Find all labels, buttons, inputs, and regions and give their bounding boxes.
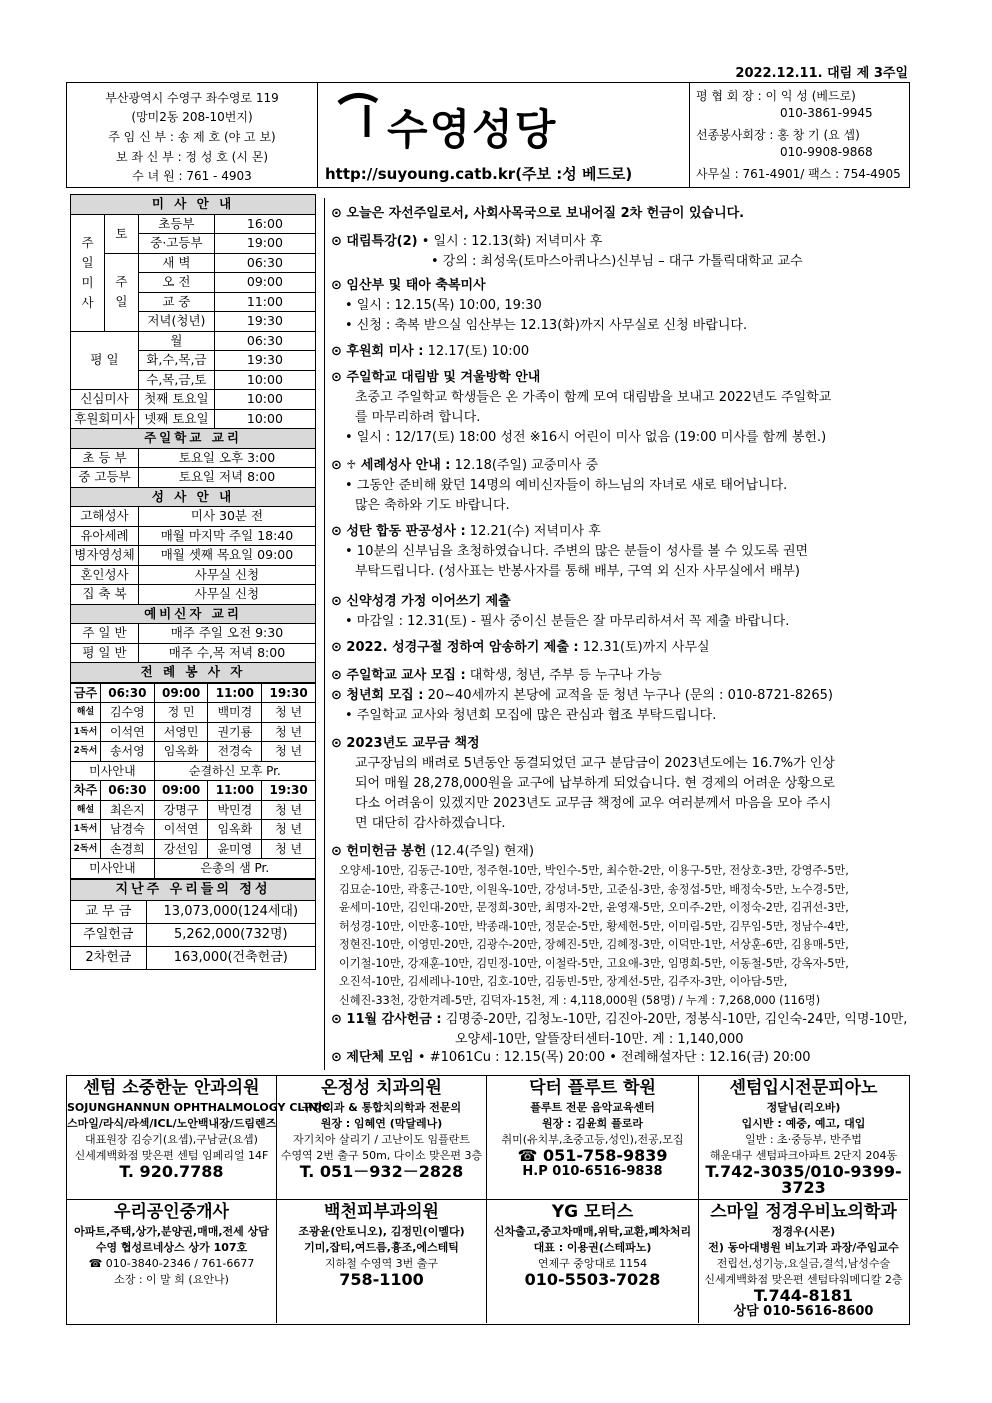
offering-label: 교 무 금	[71, 900, 147, 923]
notice-title: ⊙ 11월 감사헌금 :	[331, 1012, 442, 1027]
sacrament-time: 미사 30분 전	[138, 507, 315, 527]
notice-heading	[325, 1010, 909, 1030]
notice-line: 정현진-10만, 이영민-20만, 김광수-20만, 장혜진-5만, 김혜정-3만, 이덕만-1만, 서상훈-6만, 김용매-5만,	[339, 938, 849, 951]
offering-label: 2차헌금	[71, 946, 147, 969]
class-time: 토요일 오후 3:00	[138, 448, 315, 468]
guide-label: 미사안내	[71, 761, 155, 781]
notice-item	[325, 842, 909, 1010]
notice-heading	[325, 842, 909, 862]
notice-line: • 10분의 신부님을 초청하였습니다. 주변의 많은 분들이 성사를 볼 수 있도록 권면	[345, 544, 809, 559]
website-link[interactable]: http://suyoung.catb.kr(주보 :성 베드로)	[325, 165, 633, 183]
notice-line: 신혜진-33천, 강한겨레-5만, 김덕자-15천, 계 : 4,118,000원 (58명) / 누계 : 7,268,000 (116명)	[339, 993, 821, 1007]
time-col: 09:00	[154, 683, 208, 703]
notice-title: ⊙ 임산부 및 태아 축복미사	[331, 278, 486, 293]
ad-line: 정달님(리오바)	[766, 1101, 841, 1114]
offering-table	[70, 879, 316, 970]
mass-name: 중·고등부	[138, 234, 214, 254]
ad-line: 일반 : 초·중등부, 반주법	[745, 1133, 862, 1146]
notice-item	[325, 456, 909, 516]
mass-time: 19:30	[214, 312, 315, 332]
notice-title: ⊙ 주일학교 교사 모집 :	[331, 668, 466, 683]
mass-time: 19:30	[214, 351, 315, 371]
sacrament-name: 집 축 복	[71, 585, 139, 605]
time-col: 06:30	[100, 781, 154, 801]
class-name: 초 등 부	[71, 448, 139, 468]
sacrament-time: 매월 마지막 주일 18:40	[138, 526, 315, 546]
notice-heading	[325, 592, 909, 612]
server: 남경숙	[100, 820, 154, 840]
notice-title: ⊙ 성탄 합동 판공성사 :	[331, 524, 466, 539]
notice-item	[325, 232, 909, 272]
assistant-line: 보 좌 신 부 : 정 성 호 (시 몬)	[115, 150, 269, 164]
ad-line: 전립선,성기능,요실금,결석,남성수술	[716, 1257, 891, 1270]
week-label: 차주	[71, 781, 101, 801]
time-col: 11:00	[208, 683, 262, 703]
server: 송서영	[100, 742, 154, 762]
notice-line: 면 대단히 감사하겠습니다.	[355, 816, 506, 831]
bulletin-date: 2022.12.11. 대림 제 3주일	[735, 66, 908, 81]
ad-line: 원장 : 김윤희 플로라	[542, 1117, 643, 1130]
ad-phone: T.744-8181	[753, 1286, 854, 1305]
notice-line: 많은 축하와 기도 바랍니다.	[355, 498, 510, 513]
mass-time: 10:00	[214, 370, 315, 390]
notice-heading	[325, 686, 909, 706]
offering-amount: 5,262,000(732명)	[146, 923, 315, 946]
time-col: 11:00	[208, 781, 262, 801]
role: 1독서	[71, 820, 101, 840]
role: 2독서	[71, 742, 101, 762]
ad-line: 정경우(시몬)	[771, 1225, 836, 1238]
mass-name: 교 중	[138, 292, 214, 312]
info-table	[70, 194, 316, 683]
notice-heading	[325, 666, 909, 686]
server: 임옥화	[154, 742, 208, 762]
notice-line: 오진석-10만, 김세레나-10만, 김호-10만, 김동빈-5만, 장계선-5만, 김주자-3만, 이아담-5만,	[339, 975, 788, 988]
notice-title: ⊙ 헌미헌금 봉헌	[331, 844, 427, 859]
time-col: 09:00	[154, 781, 208, 801]
sacrament-name: 고해성사	[71, 507, 139, 527]
ad-line: 스마일/라식/라섹/ICL/노안백내장/드림렌즈	[67, 1117, 277, 1130]
sacrament-time: 사무실 신청	[138, 565, 315, 585]
week-label: 금주	[71, 683, 101, 703]
notice-inline: 12.18(주일) 교중미사 중	[450, 458, 599, 473]
server: 청 년	[262, 703, 316, 723]
mass-name: 초등부	[138, 214, 214, 234]
notice-title: ⊙ 제단체 모임	[331, 1050, 414, 1065]
ad-line: 지하철 수영역 3번 출구	[324, 1257, 439, 1270]
server: 백미경	[208, 703, 262, 723]
sacrament-time: 사무실 신청	[138, 585, 315, 605]
notice-heading	[325, 204, 909, 224]
mass-time: 06:30	[214, 253, 315, 273]
ad-phone-secondary: 상담 010-5616-8600	[733, 1304, 874, 1319]
notice-item	[325, 1048, 909, 1068]
ads-area	[66, 1075, 910, 1325]
server: 이석연	[100, 722, 154, 742]
notice-title: ⊙ 청년회 모집 :	[331, 688, 424, 703]
role: 2독서	[71, 839, 101, 859]
mass-name: 화,수,목,금	[138, 351, 214, 371]
ad-title: 센텀 소중한눈 안과의원	[83, 1078, 260, 1098]
server: 청 년	[262, 839, 316, 859]
ad-line: 신차출고,중고차매매,위탁,교환,폐차처리	[493, 1225, 692, 1238]
notice-inline: 12.17(토) 10:00	[423, 344, 530, 359]
ad-line: 수영역 2번 출구 50m, 다이소 맞은편 3층	[280, 1149, 483, 1162]
notice-line: 부탁드립니다. (성사표는 반봉사자를 통해 배부, 구역 외 신자 사무실에서 배부)	[355, 564, 800, 579]
notice-item	[325, 342, 909, 362]
notice-line: • 강의 : 최성욱(토마스아퀴나스)신부님 – 대구 가톨릭대학교 교수	[431, 254, 803, 269]
ad-line: 대표원장 김승기(요셉),구남균(요셉)	[85, 1133, 258, 1146]
ad-line: 신세계백화점 맞은편 센텀타워메디칼 2층	[704, 1273, 903, 1286]
notice-inline: 대학생, 청년, 주부 등 누구나 가능	[465, 668, 662, 683]
notice-inline: • 일시 : 12.13(화) 저녁미사 후	[417, 234, 603, 249]
ad-line: 소장 : 이 말 희 (요안나)	[114, 1273, 229, 1286]
notice-heading	[325, 342, 909, 362]
notice-heading	[325, 276, 909, 296]
sacrament-time: 매월 셋째 목요일 09:00	[138, 546, 315, 566]
ad-line: 신세계백화점 맞은편 센텀 임페리얼 14F	[74, 1149, 269, 1162]
notice-item	[325, 686, 909, 726]
time-col: 19:30	[262, 781, 316, 801]
saturday-label: 토	[104, 214, 138, 253]
council-phone: 010-3861-9945	[780, 106, 873, 120]
office-phone: 사무실 : 761-4901/ 팩스 : 754-4905	[696, 167, 901, 181]
notices	[324, 198, 909, 1070]
funeral-phone: 010-9908-9868	[780, 145, 873, 159]
ad-line: 조광윤(안토니오), 김정민(이멜다)	[298, 1225, 465, 1238]
ad-box	[699, 1076, 908, 1200]
sunday-label: 주 일	[104, 253, 138, 331]
mass-day: 첫째 토요일	[138, 390, 214, 410]
role: 해설	[71, 703, 101, 723]
left-column	[70, 194, 316, 970]
notice-title: ⊙ 2022. 성경구절 정하여 암송하기 제출 :	[331, 640, 579, 655]
sacrament-name: 혼인성사	[71, 565, 139, 585]
ad-phone: 758-1100	[339, 1270, 424, 1289]
guide-label: 미사안내	[71, 859, 155, 879]
class-name: 주 일 반	[71, 624, 139, 644]
ad-line: 구강외과 & 통합치의학과 전문의	[301, 1101, 462, 1114]
mass-time: 06:30	[214, 331, 315, 351]
mass-time: 11:00	[214, 292, 315, 312]
church-name: 수영성당	[387, 105, 558, 154]
class-time: 매주 수,목 저녁 8:00	[138, 643, 315, 663]
ad-line: 수영 협성르네상스 상가 107호	[95, 1241, 248, 1254]
ad-box	[487, 1076, 699, 1200]
notice-title: ⊙ 신약성경 가정 이어쓰기 제출	[331, 594, 511, 609]
notice-item	[325, 368, 909, 448]
notice-title: ⊙ 주일학교 대림밤 및 겨울방학 안내	[331, 370, 541, 385]
ad-box	[699, 1200, 908, 1323]
sunday-mass-label: 주 일 미 사	[71, 214, 105, 331]
server: 정 민	[154, 703, 208, 723]
server: 손경희	[100, 839, 154, 859]
notice-heading	[325, 1048, 909, 1068]
server: 서영민	[154, 722, 208, 742]
notice-title: ⊙ 오늘은 자선주일로서, 사회사목국으로 보내어질 2차 헌금이 있습니다.	[331, 206, 745, 221]
notice-line: 를 마무리하려 합니다.	[355, 410, 481, 425]
sacrament-name: 유아세례	[71, 526, 139, 546]
server: 최은지	[100, 800, 154, 820]
mass-time: 16:00	[214, 214, 315, 234]
mass-time: 09:00	[214, 273, 315, 293]
notice-line: 오양세-10만, 알뜰장터센터-10만. 계 : 1,140,000	[455, 1032, 744, 1047]
notice-line: • 그동안 준비해 왔던 14명의 예비신자들이 하느님의 자녀로 새로 태어납니다.	[345, 478, 788, 493]
notice-line: • 일시 : 12.15(목) 10:00, 19:30	[345, 298, 542, 313]
notice-item	[325, 638, 909, 658]
catechumen-title: 예비신자 교리	[71, 604, 316, 624]
server: 청 년	[262, 722, 316, 742]
mass-name: 수,목,금,토	[138, 370, 214, 390]
server: 청 년	[262, 820, 316, 840]
notice-title: ⊙ 2023년도 교무금 책정	[331, 736, 480, 751]
notice-heading	[325, 368, 909, 388]
address-line: (망미2동 208-10번지)	[131, 110, 253, 124]
ad-line: SOJUNGHANNUN OPHTHALMOLOGY CLINIC	[67, 1101, 330, 1114]
notice-item	[325, 204, 909, 224]
time-col: 19:30	[262, 683, 316, 703]
ad-box	[67, 1076, 330, 1200]
ad-line: ☎ 010-3840-2346 / 761-6677	[88, 1257, 255, 1270]
server: 전경숙	[208, 742, 262, 762]
ad-line: 전) 동아대병원 비뇨기과 과장/주임교수	[708, 1241, 899, 1254]
ad-line: 취미(유치부,초중고등,성인),전공,모집	[501, 1133, 684, 1146]
ad-phone: T. 051－932－2828	[299, 1162, 464, 1181]
sunday-school-title: 주일학교 교리	[71, 429, 316, 449]
ad-phone: ☎ 051-758-9839	[517, 1146, 668, 1165]
notice-inline: 20~40세까지 본당에 교적을 둔 청년 누구나 (문의 : 010-8721-8265)	[423, 688, 834, 703]
notice-line: 윤세미-10만, 김인대-20만, 문정희-30만, 최명자-2만, 윤영재-5만, 오미주-2만, 이정숙-2만, 김귀선-3만,	[339, 901, 849, 914]
ad-line: 플루트 전문 음악교육센터	[530, 1101, 655, 1114]
ad-line: 아파트,주택,상가,분양권,매매,전세 상담	[74, 1225, 269, 1238]
guide-group: 은총의 샘 Pr.	[154, 859, 315, 879]
notice-inline: (12.4(주일) 현재)	[426, 844, 535, 859]
notice-item	[325, 592, 909, 632]
notice-heading	[325, 456, 909, 476]
notice-line: 오양세-10만, 김동근-10만, 정주현-10만, 박인수-5만, 최수한-2만, 이용구-5만, 전상호-3만, 강영주-5만,	[339, 864, 849, 877]
server: 김수영	[100, 703, 154, 723]
logo-area	[317, 83, 687, 187]
ad-title: YG 모터스	[551, 1202, 634, 1222]
ad-title: 닥터 플루트 학원	[529, 1078, 656, 1098]
notice-line: • 신청 : 축복 받으실 임산부는 12.13(화)까지 사무실로 신청 바랍니다.	[345, 318, 748, 333]
mass-day: 넷째 토요일	[138, 409, 214, 429]
offering-label: 주일헌금	[71, 923, 147, 946]
ad-phone: T. 920.7788	[119, 1162, 224, 1181]
ad-phone: T.742-3035/010-9399-3723	[705, 1162, 902, 1197]
mass-name: 신심미사	[71, 390, 139, 410]
server: 권기룡	[208, 722, 262, 742]
notice-item	[325, 522, 909, 582]
server: 강선임	[154, 839, 208, 859]
council-president: 평 협 회 장 : 이 익 성 (베드로)	[696, 89, 856, 103]
ad-line: 연제구 중앙대로 1154	[537, 1257, 648, 1270]
role: 해설	[71, 800, 101, 820]
notice-line: • 일시 : 12/17(토) 18:00 성전 ※16시 어린이 미사 없음 (19:00 미사를 함께 봉헌.)	[345, 430, 827, 445]
server: 박민경	[208, 800, 262, 820]
notice-line: 초중고 주일학교 학생들은 온 가족이 함께 모여 대림밤을 보내고 2022년도 주일학교	[355, 390, 832, 405]
ad-box	[277, 1076, 487, 1200]
ad-box	[277, 1200, 487, 1323]
ad-phone-secondary: H.P 010-6516-9838	[522, 1164, 663, 1179]
ad-line: 원장 : 임혜연 (막달레나)	[320, 1117, 443, 1130]
class-time: 토요일 저녁 8:00	[138, 468, 315, 488]
ad-box	[67, 1200, 277, 1323]
ad-line: 해운대구 센텀파크아파트 2단지 204동	[709, 1149, 898, 1162]
notice-item	[325, 734, 909, 834]
address-block	[67, 83, 318, 187]
header	[66, 82, 910, 188]
ad-line: 기미,잡티,여드름,흉조,에스테틱	[304, 1241, 459, 1254]
server: 청 년	[262, 742, 316, 762]
notice-line: 다소 어려움이 있겠지만 2023년도 교무금 책정에 교우 여러분께서 마음을 모아 주시	[355, 796, 832, 811]
notice-item	[325, 276, 909, 336]
mass-name: 오 전	[138, 273, 214, 293]
notice-heading	[325, 232, 909, 252]
guide-group: 순결하신 모후 Pr.	[154, 761, 315, 781]
notice-item	[325, 666, 909, 686]
server: 강명구	[154, 800, 208, 820]
sacrament-name: 병자영성체	[71, 546, 139, 566]
server: 청 년	[262, 800, 316, 820]
mass-name: 월	[138, 331, 214, 351]
server: 임옥화	[208, 820, 262, 840]
notice-inline: • #1061Cu : 12.15(목) 20:00 • 전례해설자단 : 12.16(금) 20:00	[413, 1050, 811, 1065]
address-line: 부산광역시 수영구 좌수영로 119	[105, 91, 279, 105]
mass-name: 후원회미사	[71, 409, 139, 429]
notice-line: 교구장님의 배려로 5년동안 동결되었던 교구 분담금이 2023년도에는 16.7%가 인상	[355, 756, 835, 771]
offering-amount: 163,000(건축헌금)	[146, 946, 315, 969]
notice-line: 되어 매월 28,278,000원을 교구에 납부하게 되었습니다. 현 경제의 어려운 상황으로	[355, 776, 835, 791]
mass-title: 미 사 안 내	[71, 195, 316, 215]
server: 이석연	[154, 820, 208, 840]
notice-inline: 김명중-20만, 김청노-10만, 김진아-20만, 정봉식-10만, 김인숙-24만, 익명-10만,	[441, 1012, 908, 1027]
ad-title: 스마일 정경우비뇨의학과	[710, 1202, 897, 1222]
servers-title: 전 례 봉 사 자	[71, 663, 316, 683]
sacrament-title: 성 사 안 내	[71, 487, 316, 507]
role: 1독서	[71, 722, 101, 742]
ad-title: 우리공인중개사	[114, 1202, 229, 1222]
ad-line: 자기치아 살리기 / 고난이도 임플란트	[292, 1133, 471, 1146]
convent-line: 수 녀 원 : 761 - 4903	[132, 169, 252, 183]
notice-heading	[325, 734, 909, 754]
notice-line: 이기철-10만, 강재훈-10만, 김민정-10만, 이철락-5만, 고요애-3만, 임명희-5만, 이동철-5만, 강옥자-5만,	[339, 956, 849, 970]
notice-title: ⊙ ♱ 세례성사 안내 :	[331, 458, 451, 473]
mass-time: 19:00	[214, 234, 315, 254]
funeral-president: 선종봉사회장 : 홍 창 기 (요 셉)	[696, 128, 860, 142]
ad-line: 대표 : 이용권(스테파노)	[533, 1241, 652, 1254]
ad-title: 센텀입시전문피아노	[729, 1078, 878, 1098]
ad-phone: 010-5503-7028	[524, 1270, 661, 1289]
weekday-label: 평 일	[71, 331, 139, 390]
notice-line: • 마감일 : 12.31(토) - 필사 중이신 분들은 잘 마무리하셔서 꼭 제출 바랍니다.	[345, 614, 790, 629]
ad-title: 백천피부과의원	[324, 1202, 439, 1222]
ad-line: 입시반 : 예중, 예고, 대입	[741, 1117, 866, 1130]
ad-title: 온정성 치과의원	[321, 1078, 442, 1098]
server: 윤미영	[208, 839, 262, 859]
time-col: 06:30	[100, 683, 154, 703]
pastor-line: 주 임 신 부 : 송 제 호 (야 고 보)	[108, 130, 276, 144]
notice-line: • 주일학교 교사와 청년회 모집에 많은 관심과 협조 부탁드립니다.	[345, 708, 717, 723]
offering-amount: 13,073,000(124세대)	[146, 900, 315, 923]
class-name: 평 일 반	[71, 643, 139, 663]
mass-name: 저녁(청년)	[138, 312, 214, 332]
mass-time: 10:00	[214, 409, 315, 429]
notice-line: 허성경-10만, 이만홍-10만, 박종래-10만, 정문순-5만, 황세헌-5만, 이미림-5만, 김무임-5만, 정남수-4만,	[339, 919, 849, 933]
servers-table	[70, 683, 316, 879]
class-time: 매주 주일 오전 9:30	[138, 624, 315, 644]
offering-title: 지난주 우리들의 정성	[71, 879, 316, 900]
ad-box	[487, 1200, 699, 1323]
notice-heading	[325, 522, 909, 542]
notice-title: ⊙ 대림특강(2)	[331, 234, 418, 249]
contact-block	[689, 83, 910, 187]
notice-item	[325, 1010, 909, 1050]
notice-inline: 12.31(토)까지 사무실	[578, 640, 710, 655]
notice-line: 김묘순-10만, 곽홍근-10만, 이원옥-10만, 강성녀-5만, 고준심-3만, 송정섭-5만, 배정숙-5만, 노수경-5만,	[339, 882, 849, 896]
class-name: 중 고등부	[71, 468, 139, 488]
notice-heading	[325, 638, 909, 658]
notice-title: ⊙ 후원회 미사 :	[331, 344, 424, 359]
mass-time: 10:00	[214, 390, 315, 410]
mass-name: 새 벽	[138, 253, 214, 273]
notice-inline: 12.21(수) 저녁미사 후	[465, 524, 601, 539]
